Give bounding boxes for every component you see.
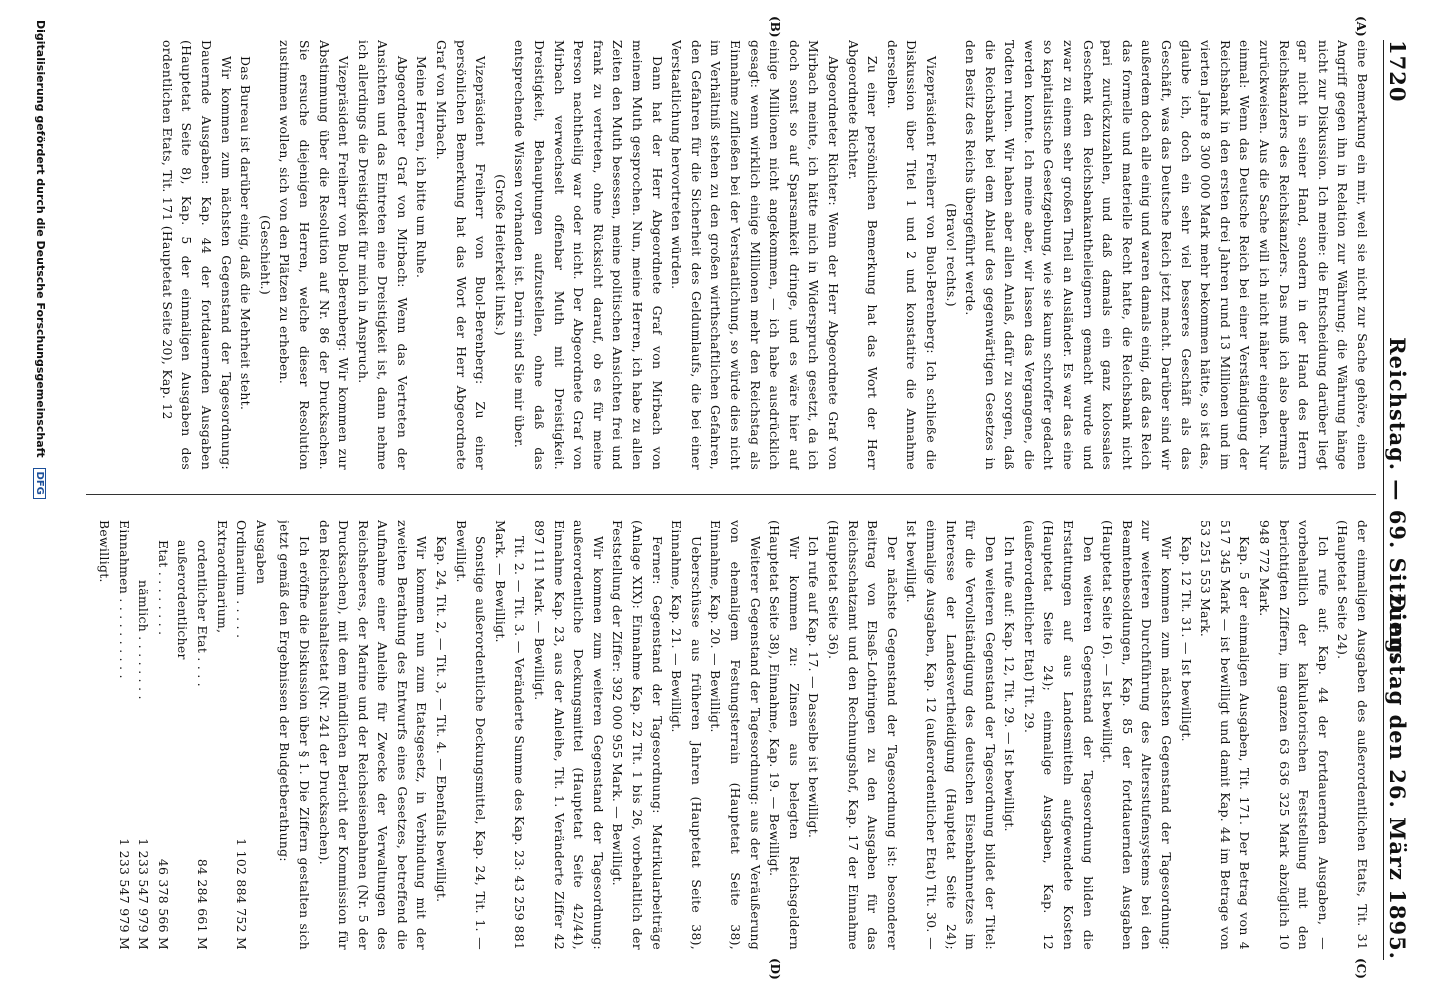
budget-table <box>94 520 270 950</box>
footer-text: Digitalisierung gefördert durch die Deutsche Forschungsgemeinschaft <box>34 20 47 458</box>
paragraph: Wir kommen nun zum Etatsgesetz, in Verbindung mit der zweiten Berathung des Entwurfs eines Gesetzes, betreffend die Aufnahme einer Anleihe für Zwecke der Verwaltungen des Reichsheeres, der Marine und der Reichseisenbahnen (Nr. 5 der Drucksachen), mit dem mündlichen Bericht der Kommission für den Reichshaushaltsetat (Nr. 241 der Drucksachen). <box>316 520 430 950</box>
column-divider <box>86 494 1376 495</box>
row-label: außerordentlicher <box>175 540 191 660</box>
paragraph: Dann hat der Herr Abgeordnete Graf von Mirbach von meinem Muth gesprochen. Nun, meine Herren, ich habe zu allen Zeiten den Muth besessen, meine politischen Ansichten frei und frank zu vertreten, ohne Rücksicht darauf, ob es für meine Person nachtheilig war oder nicht. Der Abgeordnete Graf von Mirbach verwechselt offenbar Muth mit Dreistigkeit. Dreistigkeit, Behauptungen aufzustellen, ohne daß das entsprechende Wissen vorhanden ist. Darin sind Sie mir über. <box>512 40 665 470</box>
row-label: nämlich . . . . . . . . <box>136 580 152 700</box>
paragraph: Wir kommen zu: Zinsen aus belegten Reichsgeldern (Hauptetat Seite 38), Einnahme, Kap. 19. — Bewilligt. <box>767 520 802 950</box>
table-row <box>212 520 232 950</box>
rotated-document-page <box>32 0 1432 1000</box>
paragraph: Vizepräsident Freiherr von Buol-Berenberg: Wir kommen zur Abstimmung über die Resolution auf Nr. 86 der Drucksachen. Sie ersuche diejenigen Herren, welche dieser Resolution zustimmen wollen, sich von den Plätzen zu erheben. <box>277 40 352 470</box>
paragraph: Ich rufe auf: Kap. 44 der fortdauernden Ausgaben, — vorbehaltlich der kalkulatorischen Feststellung mit den berichtigten Ziffern, im ganzen 63 636 325 Mark abzüglich 10 948 772 Mark. <box>1257 520 1331 950</box>
paragraph: Abgeordneter Graf von Mirbach: Wenn das Vertreten der Ansichten und das Eintreten eine Dreistigkeit ist, dann nehme ich allerdings die Dreistigkeit für mich in Anspruch. <box>355 40 410 470</box>
session-date: Dienstag den 26. März 1895. <box>1385 593 1410 960</box>
table-row <box>114 520 134 950</box>
margin-marker-d: (D) <box>768 958 782 980</box>
paragraph: Abgeordneter Richter: Wenn der Herr Abgeordnete Graf von Mirbach meinte, ich hätte mich in Widerspruch gesetzt, da ich doch sonst so auf Sparsamkeit dringe, und es wäre hier auf einige Millionen nicht angekommen, — ich habe ausdrücklich gesagt: wenn wirklich einige Millionen mehr den Reichstag als Einnahme zufließen bei der Verstaatlichung, so würde dies nicht im Verhältniß stehen zu den großen wirthschaftlichen Gefahren, den Gefahren für die Sicherheit des Geldumlaufs, die bei einer Verstaatlichung hervortreten würden. <box>669 40 841 470</box>
left-text-column <box>92 40 1372 470</box>
paragraph: Sonstige außerordentliche Deckungsmittel, Kap. 24, Tit. 1. — Bewilligt. <box>453 520 489 950</box>
paragraph: Ueberschüsse aus früheren Jahren (Hauptetat Seite 38), Einnahme, Kap. 21. — Bewilligt. <box>669 520 704 950</box>
page-header <box>1383 40 1410 960</box>
paragraph: Den weiteren Gegenstand der Tagesordnung bildet der Titel: für die Vervollständigung des deutschen Eisenbahnnetzes im Interesse der Landesvertheidigung (Hauptetat Seite 24); einmalige Ausgaben, Kap. 12 (außerordentlicher Etat) Tit. 30. — Ist bewilligt. <box>904 520 998 950</box>
paragraph: Ich eröffne die Diskussion über § 1. Die Ziffern gestalten sich jetzt gemäß den Ergebnissen der Budgetberathung: <box>277 520 312 950</box>
margin-marker-a: (A) <box>1354 16 1368 37</box>
table-row <box>232 520 252 950</box>
paragraph: Der nächste Gegenstand der Tagesordnung ist: besonderer Beitrag von Elsaß-Lothringen zu den Ausgaben für das Reichsschatzamt und den Rechnungshof, Kap. 17 der Einnahme (Hauptetat Seite 36). <box>825 520 900 950</box>
row-label: Etat . . . . . . . . <box>155 540 171 636</box>
margin-marker-c: (C) <box>1354 958 1368 979</box>
table-row <box>173 520 193 950</box>
interjection: (Große Heiterkeit links.) <box>492 174 508 336</box>
budget-closing: Bewilligt. <box>97 520 112 583</box>
row-amount: 84 284 661 M <box>194 858 210 950</box>
row-label: Einnahmen . . . . . . . . . . <box>116 520 132 679</box>
right-text-column <box>92 520 1372 950</box>
paragraph: Kap. 5 der einmaligen Ausgaben, Tit. 171. Der Betrag von 4 517 345 Mark — ist bewilligt und damit Kap. 44 im Betrage von 53 251 553 Mark. <box>1198 520 1253 950</box>
interjection: (Geschieht.) <box>257 215 273 295</box>
paragraph: Meine Herren, ich bitte um Ruhe. <box>414 56 430 279</box>
row-amount: 1 102 884 752 M <box>234 838 250 950</box>
paragraph: der einmaligen Ausgaben des außerordentlichen Etats, Tit. 31 (Hauptetat Seite 24). <box>1335 520 1370 950</box>
row-label: ordentlicher Etat . . . . <box>194 540 210 688</box>
paragraph: Zu einer persönlichen Bemerkung hat das Wort der Herr Abgeordnete Richter. <box>845 40 881 470</box>
margin-marker-b: (B) <box>768 16 782 38</box>
dfg-logo-icon: DFG <box>33 468 46 499</box>
row-amount: 1 233 547 979 M <box>116 838 132 950</box>
paragraph: Wir kommen zum nächsten Gegenstand der Tagesordnung: zur weiteren Durchführung des Altersstufensystems bei den Beamtenbesoldungen, Kap. 85 der fortdauernden Ausgaben (Hauptetat Seite 16). — Ist bewilligt. <box>1100 520 1175 950</box>
row-label: Extraordinarium, <box>214 520 230 634</box>
paragraph: Das Bureau ist darüber einig, daß die Mehrheit steht. <box>238 56 254 411</box>
paragraph: Vizepräsident Freiherr von Buol-Berenberg: Ich schließe die Diskussion über Titel 1 und 2 und konstatire die Annahme derselben. <box>884 40 939 470</box>
row-label: Ordinarium . . . . . <box>234 520 250 639</box>
paragraph: Ich rufe auf Kap. 17. — Dasselbe ist bewilligt. <box>806 536 822 839</box>
paragraph: Vizepräsident Freiherr von Buol-Berenberg: Zu einer persönlichen Bemerkung hat das Wort der Herr Abgeordnete Graf von Mirbach. <box>434 40 489 470</box>
paragraph: Ferner: Gegenstand der Tagesordnung: Matrikularbeiträge (Anlage XIX): Einnahme Kap. 22 Tit. 1 bis 26, vorbehaltlich der Feststellung der Ziffer: 392 000 955 Mark. — Bewilligt. <box>610 520 665 950</box>
paragraph: Ich rufe auf: Kap. 12, Tit. 29. — Ist bewilligt. <box>1002 536 1018 832</box>
table-row <box>134 520 154 950</box>
paragraph: Kap. 24, Tit. 2, — Tit. 3, — Tit. 4. — Ebenfalls bewilligt. <box>434 536 450 903</box>
row-amount: 1 233 547 979 M <box>136 838 152 950</box>
paragraph: Weiterer Gegenstand der Tagesordnung: aus der Veräußerung von ehemaligem Festungsterrain (Hauptetat Seite 38), Einnahme, Kap. 20. — Bewilligt. <box>708 520 763 950</box>
paragraph: Kap. 12 Tit. 31. — Ist bewilligt. <box>1178 536 1194 742</box>
paragraph: Wir kommen zum nächsten Gegenstand der Tagesordnung: Dauernde Ausgaben: Kap. 44 der fortdauernden Ausgaben (Hauptetat Seite 8), Kap. 5 der einmaligen Ausgaben des ordentlichen Etats, Tit. 171 (Hauptetat Seite 20), Kap. 12 <box>159 40 234 470</box>
session-title: Reichstag. — 69. Sitzung. <box>1385 337 1410 663</box>
paragraph: eine Bemerkung ein mir, weil sie nicht zur Sache gehöre, einen Angriff gegen ihn in Relation zur Währung; die Währung hänge nicht zur Diskussion. Ich meine: die Entscheidung darüber liegt gar nicht in seiner Hand, sondern in der Hand des Herrn Reichskanzlers des Reichskanzlers. Das muß ich also abermals zurückweisen. Aus die Sache will ich nicht näher eingehen. Nur einmal: Wenn das Deutsche Reich bei einer Verständigung der Reichsbank in den ersten drei Jahren rund 13 Millionen und im vierten Jahre 8 300 000 Mark mehr bekommen hätte, so ist das, glaube ich, doch ein sehr viel besseres Geschäft als das Geschäft, was das Deutsche Reich jetzt macht. Darüber sind wir außerdem doch alle einig und waren damals einig, daß das Reich das formelle und materielle Recht hatte, die Reichsbank nicht pari zurückzuzahlen, und daß damals ein ganz kolossales Geschenk den Reichsbankantheileignern gemacht wurde und zwar zu einem sehr großen Theil an Ausländer. Es war das eine so kapitalistische Gesetzgebung, wie sie kaum schroffer gedacht werden konnte. Ich meine aber, wir lassen das Vergangene, die Todten ruhen. Wir haben aber allen Anlaß, dafür zu sorgen, daß die Reichsbank bei dem Ablauf des gegenwärtigen Gesetzes in den Besitz des Reichs übergeführt werde. <box>963 40 1370 470</box>
interjection: (Bravo! rechts.) <box>943 203 959 307</box>
table-row <box>192 520 212 950</box>
paragraph: Wir kommen zum weiteren Gegenstand der Tagesordnung: außerordentliche Deckungsmittel (Hauptetat Seite 42/44), Einnahme Kap. 23, aus der Anleihe, Tit. 1. Veränderte Ziffer 42 897 111 Mark. — Bewilligt. <box>532 520 606 950</box>
digitization-footer <box>33 20 47 950</box>
paragraph: Tit. 2. — Tit. 3. — Veränderte Summe des Kap. 23: 43 259 881 Mark. — Bewilligt. <box>492 520 528 950</box>
paragraph: Den weiteren Gegenstand der Tagesordnung bilden die Erstattungen auf aus Landesmitteln aufgewendete Kosten (Hauptetat Seite 24); einmalige Ausgaben, Kap. 12 (außerordentlicher Etat) Tit. 29. <box>1021 520 1096 950</box>
budget-table-heading: Ausgaben <box>253 520 269 585</box>
row-amount: 46 378 566 M <box>155 858 171 950</box>
page-number: 1720 <box>1385 40 1410 103</box>
table-row <box>153 520 173 950</box>
